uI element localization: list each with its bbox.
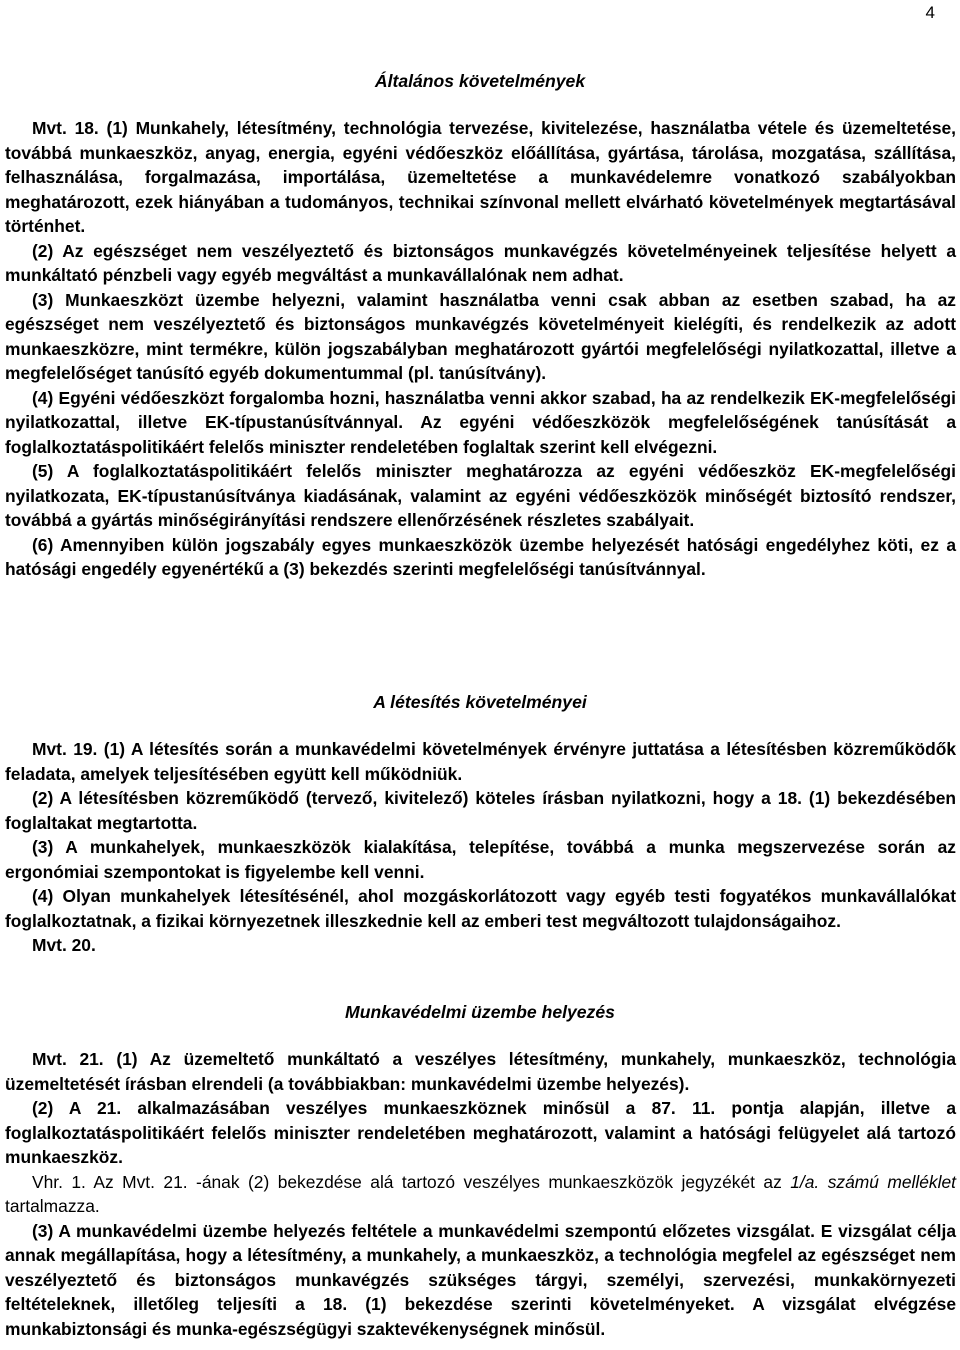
- paragraph-mvt18-2: (2) Az egészséget nem veszélyeztető és biztonságos munkavégzés követelményeinek teljesítése helyett a munkáltató pénzbeli vagy egyéb megváltást a munkavállalónak nem adhat.: [5, 240, 956, 285]
- paragraph-mvt19-1: Mvt. 19. (1) A létesítés során a munkavédelmi követelmények érvényre juttatása a létesítésben közreműködők feladata, amelyek teljesítésében együtt kell működniük.: [5, 739, 956, 784]
- vhr-note-text: Vhr. 1. Az Mvt. 21. -ának (2) bekezdése alá tartozó veszélyes munkaeszközök jegyzékét az: [32, 1171, 791, 1192]
- paragraph-mvt19-3: (3) A munkahelyek, munkaeszközök kialakítása, telepítése, továbbá a munka megszervezése során az ergonómiai szempontokat is figyelembe kell venni.: [5, 837, 956, 882]
- section-establishment-body: [5, 737, 956, 958]
- paragraph-mvt18-1: Mvt. 18. (1) Munkahely, létesítmény, technológia tervezése, kivitelezése, használatba vétele és üzemeltetése, továbbá munkaeszköz, anyag, energia, egyéni védőeszköz előállítása, gyártása, tárolása, mozgatása, szállítása, felhasználása, forgalmazása, importálása, üzemeltetése a munkavédelemre vonatkozó szabályokban meghatározott, ezek hiányában a tudományos, technikai színvonal mellett elvárható követelmények megtartásával történhet.: [5, 118, 956, 236]
- paragraph-mvt21-1: Mvt. 21. (1) Az üzemeltető munkáltató a veszélyes létesítmény, munkahely, munkaeszköz, technológia üzemeltetését írásban elrendeli (a továbbiakban: munkavédelmi üzembe helyezés).: [5, 1049, 956, 1094]
- paragraph-vhr-note: [5, 1170, 956, 1219]
- section-general-body: [5, 116, 956, 582]
- paragraph-mvt18-5: (5) A foglalkoztatáspolitikáért felelős miniszter meghatározza az egyéni védőeszköz EK-megfelelőségi nyilatkozata, EK-típustanúsítványa kiadásának, valamint az egyéni védőeszközök minőségét biztosító rendszer, továbbá a gyártás minőségirányítási rendszere ellenőrzésének részletes szabályait.: [5, 461, 956, 530]
- section-heading-commissioning: Munkavédelmi üzembe helyezés: [345, 1002, 615, 1022]
- paragraph-mvt19-4: (4) Olyan munkahelyek létesítésénél, ahol mozgáskorlátozott vagy egyéb testi fogyatékos munkavállalókat foglalkoztatnak, a fizikai környezetnek illeszkednie kell az emberi test megváltozott tulajdonságaihoz.: [5, 886, 956, 931]
- vhr-note-tail: tartalmazza.: [5, 1196, 100, 1216]
- paragraph-mvt18-4: (4) Egyéni védőeszközt forgalomba hozni, használatba venni akkor szabad, ha az rendelkezik EK-megfelelőségi nyilatkozattal, illetve EK-típustanúsítvánnyal. Az egyéni védőeszközök megfelelőségének tanúsítását a foglalkoztatáspolitikáért felelős miniszter rendeletében foglaltak szerint kell elvégezni.: [5, 387, 956, 457]
- paragraph-mvt20: Mvt. 20.: [32, 935, 96, 955]
- section-heading-establishment: A létesítés követelményei: [373, 692, 587, 712]
- paragraph-mvt21-3: (3) A munkavédelmi üzembe helyezés feltétele a munkavédelmi szempontú előzetes vizsgálat. E vizsgálat célja annak megállapítása, hogy a létesítmény, a munkahely, a munkaeszköz, a technológia megfelel az egészséget nem veszélyeztető és biztonságos munkavégzés szükséges tárgyi, személyi, szervezési, munkakörnyezeti feltételeknek, illetőleg teljesíti a 18. (1) bekezdése szerinti követelményeket. A vizsgálat elvégzése munkabiztonsági és munka-egészségügyi szaktevékenységnek minősül.: [5, 1220, 956, 1339]
- paragraph-mvt19-2: (2) A létesítésben közreműködő (tervező, kivitelező) köteles írásban nyilatkozni, hogy a 18. (1) bekezdésében foglaltakat megtartotta.: [5, 788, 956, 833]
- page-number: 4: [925, 3, 935, 22]
- paragraph-mvt18-6: (6) Amennyiben külön jogszabály egyes munkaeszközök üzembe helyezését hatósági engedélyhez köti, ez a hatósági engedély egyenértékű a (3) bekezdés szerinti megfelelőségi tanúsítvánnyal.: [5, 534, 956, 579]
- section-commissioning-body: [5, 1047, 956, 1341]
- paragraph-mvt18-3: (3) Munkaeszközt üzembe helyezni, valamint használatba venni csak abban az esetben szabad, ha az egészséget nem veszélyeztető és biztonságos munkavégzés követelményeit kielégíti, és rendelkezik az adott munkaeszközre, mint termékre, külön jogszabályban meghatározott gyártói megfelelőségi nyilatkozattal, illetve a megfelelőséget tanúsító egyéb dokumentummal (pl. tanúsítvány).: [5, 289, 956, 383]
- paragraph-mvt21-2: (2) A 21. alkalmazásában veszélyes munkaeszköznek minősül a 87. 11. pontja alapján, illetve a foglalkoztatáspolitikáért felelős miniszter rendeletében meghatározott, valamint a hatósági felügyelet alá tartozó munkaeszköz.: [5, 1098, 956, 1167]
- section-heading-general: Általános követelmények: [374, 71, 586, 91]
- vhr-note-annex-ref: 1/a. számú melléklet: [790, 1171, 956, 1192]
